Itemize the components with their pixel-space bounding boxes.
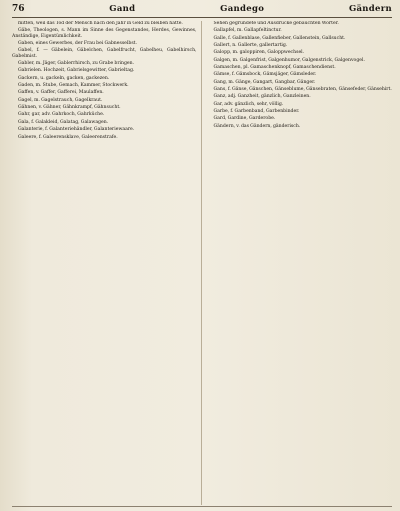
entry-text: Gallert, n. Gallerte, gallertartig. [213,43,288,49]
dictionary-entry [208,36,393,41]
entry-text: Gahr, gar, adv. Gahrkoch, Gahrküche. [18,112,105,118]
dictionary-entry [12,83,197,88]
entry-text: Galgen, m. Galgenfrist, Galgenhumor, Galgenstrick, Galgenvogel. [213,57,365,63]
dictionary-entry [12,98,197,103]
dictionary-entry [12,105,197,110]
dictionary-entry [208,87,393,92]
dictionary-entry [12,28,197,39]
entry-text: Gans, f. Gänse, Gänschen, Gänseblume, Gänsebraten, Gänsefeder, Gänsehirt. [213,87,392,93]
dictionary-entry [208,109,393,114]
entry-text: Ganz, adj. Ganzheit, gänzlich, Ganzleinen. [213,94,311,100]
header-left-word: Gand [109,4,136,14]
entry-text: Gäbe, Theologen, s. Mann im Sinne des Gegenstandes, Herdes, Gewinnes, Anständige, Eigentümlichkeit. [12,28,197,39]
right-column [208,21,393,505]
entry-text: Gar, adv. gänzlich, sehr, völlig. [213,101,284,107]
dictionary-entry [12,127,197,132]
left-column [12,21,202,505]
dictionary-entry [12,120,197,125]
entry-text: Garbe, f. Garbenband, Garbenbinder. [213,109,300,115]
text-columns [12,21,392,505]
entry-text: Gackern, u. gackeln, gacken, gackezen. [18,75,110,81]
dictionary-entry [208,50,393,55]
entry-text: Galopp, m. galoppiren, Galoppwechsel. [213,50,305,56]
page-number: 76 [12,4,25,14]
entry-text: Galle, f. Gallenblase, Gallenfieber, Gallenstein, Gallsucht. [213,35,346,41]
dictionary-entry [208,94,393,99]
dictionary-entry [12,41,197,46]
header-center-word: Gandego [220,4,265,14]
dictionary-entry [208,80,393,85]
entry-text: Galanterie, f. Galanteriehändler, Galanteriewaare. [18,127,135,133]
dictionary-entry [208,72,393,77]
entry-text: Gard, Gardine, Garderobe. [213,116,276,122]
header-right-word: Gändern [348,4,392,14]
dictionary-entry [12,68,197,73]
dictionary-entry [208,43,393,48]
dictionary-entry [208,28,393,33]
entry-text: Gallapfel, m. Gallapfeltinctur. [213,28,282,34]
dictionary-entry [208,65,393,70]
entry-text: Gagel, m. Gagelstrauch, Gagelkraut. [18,97,103,103]
dictionary-entry [208,124,393,129]
dictionary-entry [12,21,197,26]
entry-text: Gabel, f. — Gäbelein, Gäbelchen, Gabelfrucht, Gabelheu, Gabelhirsch, Gabelmist. [12,48,197,59]
entry-text: Gang, m. Gänge, Gangart, Gangbar, Gänger. [213,79,316,85]
entry-text: Gaben, eines Gewerbes, der Frau bei Gabnesselbst. [18,41,137,47]
dictionary-entry [12,90,197,95]
dictionary-entry [12,76,197,81]
dictionary-entry [208,21,393,26]
dictionary-entry [12,61,197,66]
entry-text: Gamaschen, pl. Gamaschenknopf, Gamaschendienst. [213,65,336,71]
dictionary-entry [208,116,393,121]
entry-text: mitten, weil das Tod der Mensch nach den Jahr in Geld zu bleiben hatte. [18,21,183,26]
entry-text: Galeere, f. Galeerensklave, Galeerenstrafe. [18,134,118,140]
entry-text: Gaden, m. Stube, Gemach, Kammer, Stockwerk. [18,83,129,89]
bottom-rule [12,506,392,507]
dictionary-entry [12,112,197,117]
dictionary-entry [12,135,197,140]
entry-text: Gämse, f. Gämsbock, Gämsjäger, Gämsleder. [213,72,317,78]
dictionary-entry [208,58,393,63]
dictionary-entry [208,102,393,107]
entry-text: Gabler, m. Jäger, Gablerrhirsch, zu Grabe bringen. [18,61,135,67]
entry-text: Gähnen, v. Gähner, Gähnkrampf, Gähnsucht. [18,105,121,111]
entry-text: Gabrielen. Hochzeit, Gabrielsgewitter, Gabrieltag. [18,68,135,74]
entry-text: Gändern, v. das Gändern, gänderisch. [213,123,301,129]
entry-text: Gaffen, v. Gaffer, Gafferei, Maulaffen. [18,90,104,96]
entry-text: Sehen gegründete und Ausdrücke gebauchten Wörter. [213,21,339,26]
dictionary-entry [12,48,197,59]
running-head [12,4,392,18]
entry-text: Gala, f. Galakleid, Galatag, Galawagen. [18,119,109,125]
